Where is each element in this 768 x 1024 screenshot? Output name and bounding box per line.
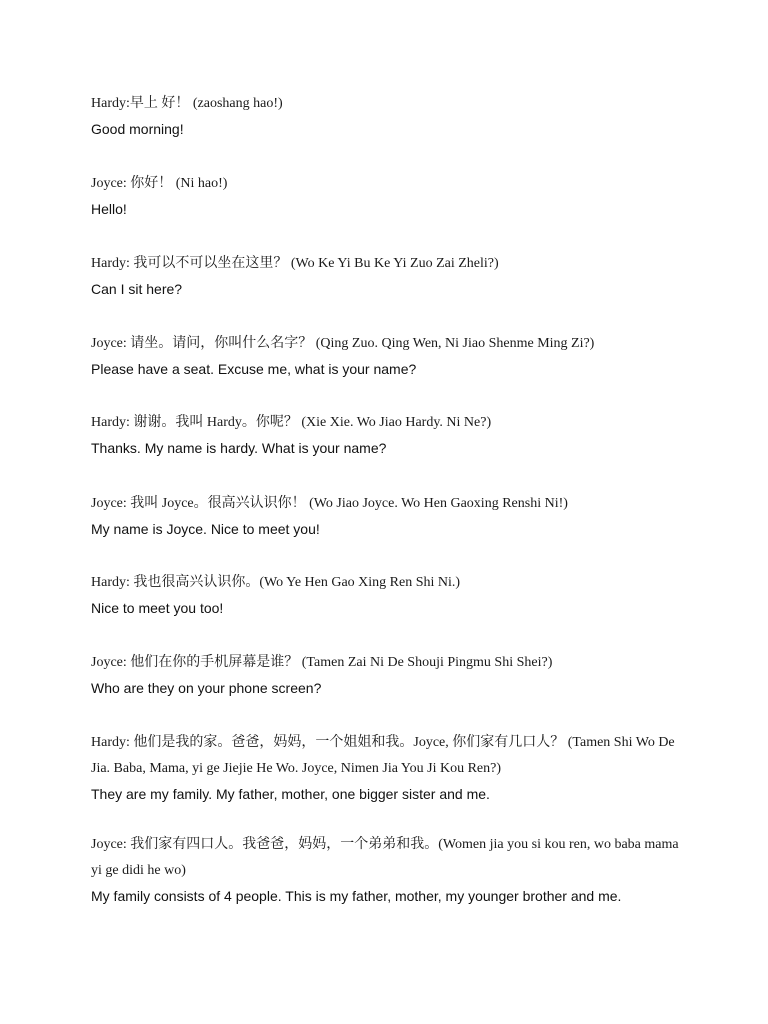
dialogue-entry-8 [91,650,691,700]
dialogue-entry-10 [91,832,691,908]
dialogue-entry-9 [91,730,691,806]
dialogue-entry-2 [91,171,691,221]
dialogue-original: Joyce: 我叫 Joyce。很高兴认识你！ (Wo Jiao Joyce. Wo Hen Gaoxing Renshi Ni!) [91,496,568,511]
dialogue-entry-5 [91,410,691,460]
dialogue-entry-4 [91,331,691,381]
dialogue-original: Joyce: 请坐。请问，你叫什么名字？ (Qing Zuo. Qing Wen, Ni Jiao Shenme Ming Zi?) [91,336,595,351]
dialogue-original: Hardy: 谢谢。我叫 Hardy。你呢？ (Xie Xie. Wo Jiao Hardy. Ni Ne?) [91,415,492,430]
dialogue-translation: Good morning! [91,121,184,137]
dialogue-translation: Can I sit here? [91,281,183,297]
dialogue-entry-6 [91,491,691,541]
dialogue-entry-1 [91,91,691,141]
dialogue-translation: Who are they on your phone screen? [91,680,322,696]
dialogue-original: Hardy: 我也很高兴认识你。(Wo Ye Hen Gao Xing Ren Shi Ni.) [91,575,461,590]
dialogue-entry-3 [91,251,691,301]
dialogue-translation: Please have a seat. Excuse me, what is your name? [91,361,417,377]
dialogue-translation: My name is Joyce. Nice to meet you! [91,521,320,537]
dialogue-translation: My family consists of 4 people. This is my father, mother, my younger brother and me. [91,888,622,904]
dialogue-original: Joyce: 你好！ (Ni hao!) [91,176,228,191]
dialogue-original: Hardy: 他们是我的家。爸爸，妈妈，一个姐姐和我。Joyce, 你们家有几口人？ (Tamen Shi Wo De Jia. Baba, Mama, yi ge Jiejie He Wo. Joyce, Nimen Jia You Ji Kou Ren?) [91,735,675,776]
dialogue-translation: Nice to meet you too! [91,600,224,616]
dialogue-entry-7 [91,570,691,620]
dialogue-original: Hardy:早上 好！ (zaoshang hao!) [91,96,283,111]
dialogue-translation: Hello! [91,201,127,217]
dialogue-translation: Thanks. My name is hardy. What is your name? [91,440,387,456]
dialogue-translation: They are my family. My father, mother, one bigger sister and me. [91,786,490,802]
dialogue-original: Hardy: 我可以不可以坐在这里？ (Wo Ke Yi Bu Ke Yi Zuo Zai Zheli?) [91,256,499,271]
dialogue-original: Joyce: 我们家有四口人。我爸爸，妈妈，一个弟弟和我。(Women jia you si kou ren, wo baba mama yi ge didi he wo) [91,837,679,878]
dialogue-original: Joyce: 他们在你的手机屏幕是谁？ (Tamen Zai Ni De Shouji Pingmu Shi Shei?) [91,655,553,670]
